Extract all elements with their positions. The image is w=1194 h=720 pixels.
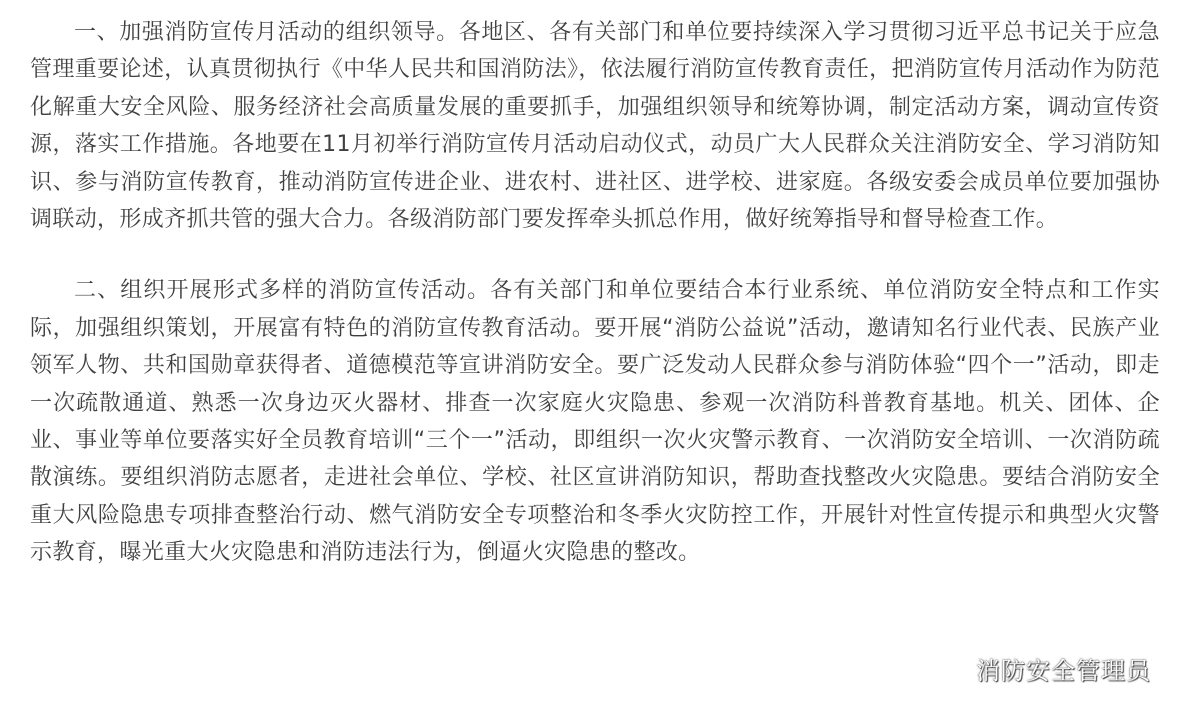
article-body [30, 14, 1160, 572]
paragraph-1: 一、加强消防宣传月活动的组织领导。各地区、各有关部门和单位要持续深入学习贯彻习近平总书记关于应急管理重要论述，认真贯彻执行《中华人民共和国消防法》，依法履行消防宣传教育责任，把消防宣传月活动作为防范化解重大安全风险、服务经济社会高质量发展的重要抓手，加强组织领导和统筹协调，制定活动方案，调动宣传资源，落实工作措施。各地要在11月初举行消防宣传月活动启动仪式，动员广大人民群众关注消防安全、学习消防知识、参与消防宣传教育，推动消防宣传进企业、进农村、进社区、进学校、进家庭。各级安委会成员单位要加强协调联动，形成齐抓共管的强大合力。各级消防部门要发挥牵头抓总作用，做好统筹指导和督导检查工作。 [30, 20, 1160, 233]
wechat-icon [928, 650, 968, 686]
account-watermark [928, 648, 1151, 688]
paragraph-2: 二、组织开展形式多样的消防宣传活动。各有关部门和单位要结合本行业系统、单位消防安全特点和工作实际，加强组织策划，开展富有特色的消防宣传教育活动。要开展“消防公益说”活动，邀请知名行业代表、民族产业领军人物、共和国勋章获得者、道德模范等宣讲消防安全。要广泛发动人民群众参与消防体验“四个一”活动，即走一次疏散通道、熟悉一次身边灭火器材、排查一次家庭火灾隐患、参观一次消防科普教育基地。机关、团体、企业、事业等单位要落实好全员教育培训“三个一”活动，即组织一次火灾警示教育、一次消防安全培训、一次消防疏散演练。要组织消防志愿者，走进社会单位、学校、社区宣讲消防知识，帮助查找整改火灾隐患。要结合消防安全重大风险隐患专项排查整治行动、燃气消防安全专项整治和冬季火灾防控工作，开展针对性宣传提示和典型火灾警示教育，曝光重大火灾隐患和消防违法行为，倒逼火灾隐患的整改。 [30, 278, 1160, 566]
watermark-account-name: 消防安全管理员 [976, 656, 1151, 685]
